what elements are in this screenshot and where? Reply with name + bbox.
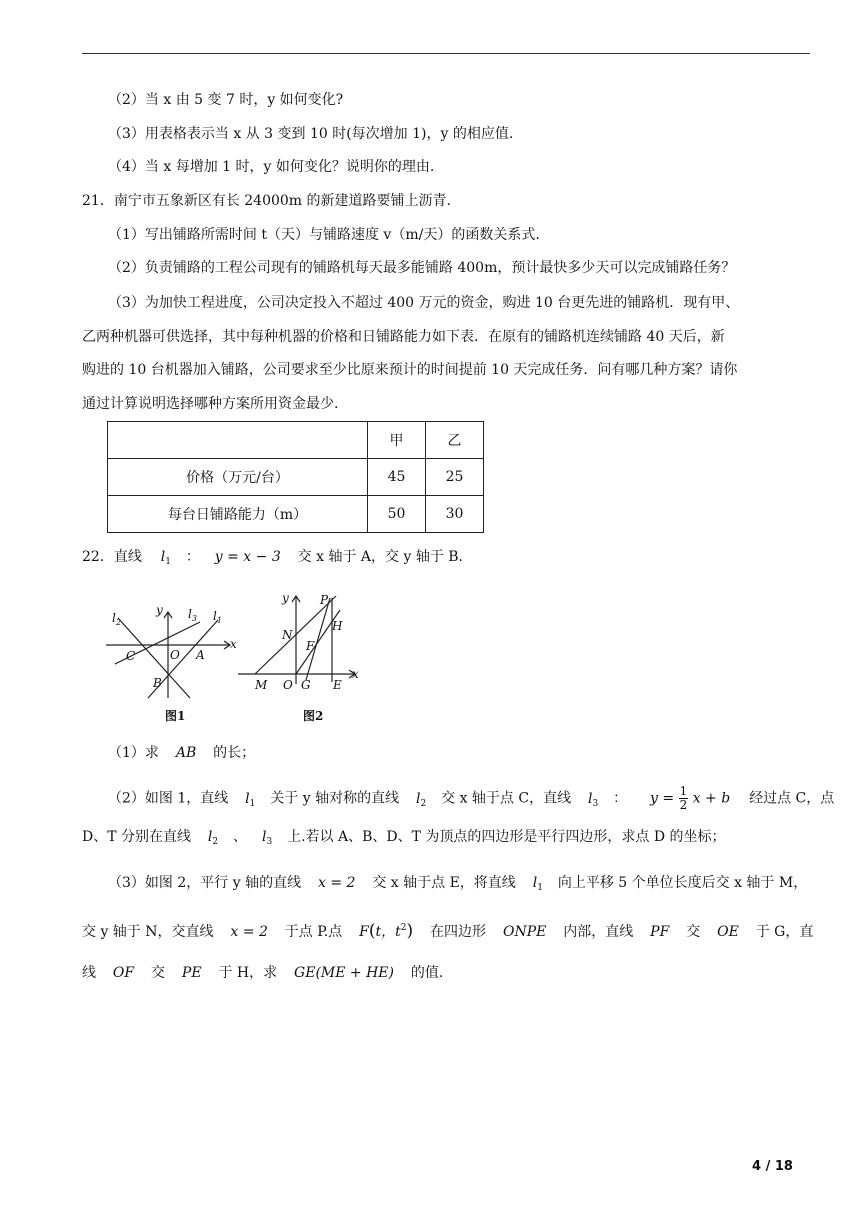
segment-ab: AB: [175, 745, 197, 761]
fig2-label-H: H: [332, 619, 343, 633]
q22-part3-text: 交 y 轴于 N，交直线: [82, 924, 214, 940]
table-row: [108, 459, 484, 496]
line-l1-symbol: $l_1$: [532, 875, 543, 893]
q22-part3-text: 内部，直线: [563, 924, 634, 940]
q22-part3-text: 交 x 轴于点 E，将直线: [372, 875, 516, 891]
point-F: F(t，$t^2$): [359, 921, 414, 941]
q22-part3-text: 交: [151, 965, 166, 981]
q22-part3-text: 于点 P.点: [284, 924, 343, 940]
table-row: [108, 496, 484, 533]
line-l3-symbol: $l_3$: [261, 829, 273, 847]
line-of: OF: [112, 965, 135, 981]
q22-part2-text: 关于 y 轴对称的直线: [270, 790, 400, 807]
q22-part2-text: （2）如图 1，直线: [108, 790, 229, 807]
line-pf: PF: [650, 924, 670, 940]
fig2-label-x: x: [352, 667, 359, 681]
figure-1: [106, 612, 230, 698]
q22-stem-tail: 交 x 轴于 A，交 y 轴于 B.: [297, 549, 464, 565]
q22-part3-text: 的值.: [410, 965, 444, 981]
segment-pe: PE: [181, 965, 202, 981]
fraction-half: $\frac{1}{2}$: [679, 784, 688, 812]
q22-part3-text: 于 G，直: [755, 924, 814, 940]
q22-part3-line1: [108, 874, 807, 897]
colon: ：: [613, 790, 628, 807]
fig1-label-O: O: [170, 648, 180, 662]
q22-part3-line3: [82, 964, 443, 982]
fig1-label-B: B: [153, 676, 162, 690]
figure-2: [238, 596, 355, 684]
table-header-cell: 甲: [368, 422, 426, 459]
l3-equation-rest: x + b: [692, 790, 731, 807]
q22-part2-text: 交 x 轴于点 C，直线: [441, 790, 572, 807]
fig1-label-x: x: [230, 637, 237, 651]
q22-part3-line2: [82, 919, 813, 941]
target-expression: GE(ME + HE): [294, 965, 394, 981]
q22-part2-line1: [108, 785, 834, 813]
q21-part3-line2: 乙两种机器可供选择，其中每种机器的价格和日铺路能力如下表．在原有的铺路机连续铺路 40 天后，新: [82, 329, 725, 345]
l3-equation-y: y =: [650, 790, 675, 807]
q22-part3-text: （3）如图 2，平行 y 轴的直线: [108, 875, 302, 891]
table-row-label: 每台日铺路能力（m）: [108, 496, 368, 533]
q21-part2: （2）负责铺路的工程公司现有的铺路机每天最多能铺路 400m，预计最快多少天可以完成铺路任务？: [108, 260, 736, 276]
table-cell: 25: [426, 459, 484, 496]
q22-part2-text: 、: [233, 829, 248, 845]
q22-part3-text: 线: [82, 965, 96, 981]
fig1-label-l1: $l_1$: [213, 609, 222, 625]
q22-part2-text: 上.若以 A、B、D、T 为顶点的四边形是平行四边形，求点 D 的坐标；: [287, 829, 726, 845]
fig2-label-M: M: [255, 678, 268, 692]
fig2-label-E: E: [333, 678, 342, 692]
fig1-label-C: C: [126, 649, 136, 663]
q22-stem: [82, 548, 463, 571]
line-l2-symbol: $l_2$: [207, 829, 219, 847]
q22-part3-text: 在四边形: [430, 924, 487, 940]
line-x-equals-2: x = 2: [317, 875, 356, 891]
line-l2-symbol: $l_2$: [416, 790, 427, 809]
q21-part3-line3: 购进的 10 台机器加入铺路，公司要求至少比原来预计的时间提前 10 天完成任务．问有哪几种方案？请你: [82, 362, 738, 378]
table-row-label: 价格（万元/台）: [108, 459, 368, 496]
table-header-cell: [108, 422, 368, 459]
q22-part2-text: 经过点 C，点: [749, 790, 835, 807]
fig1-label-y: y: [156, 603, 163, 617]
q21-part3-line4: 通过计算说明选择哪种方案所用资金最少.: [82, 396, 339, 412]
line-l1-symbol: $l_1$: [160, 549, 171, 567]
fig2-label-y: y: [282, 591, 289, 605]
line-l3-symbol: $l_3$: [588, 790, 599, 809]
q20-part4: （4）当 x 每增加 1 时，y 如何变化？说明你的理由.: [108, 159, 435, 175]
figures: [100, 590, 370, 730]
q22-stem-text: 22．直线: [82, 549, 142, 565]
table-cell: 50: [368, 496, 426, 533]
machine-table: [107, 421, 484, 533]
page-number: 4 / 18: [752, 1159, 793, 1174]
table-cell: 45: [368, 459, 426, 496]
fig2-label-O: O: [283, 678, 293, 692]
table-header-row: [108, 422, 484, 459]
q21-part3-line1: （3）为加快工程进度，公司决定投入不超过 400 万元的资金，购进 10 台更先进的铺路机．现有甲、: [108, 295, 740, 311]
header-rule: [82, 53, 810, 54]
colon: ：: [185, 549, 200, 565]
fig2-label-F: F: [306, 639, 315, 653]
fig1-caption: 图1: [165, 709, 186, 723]
fig2-label-N: N: [282, 628, 293, 642]
q21-stem: 21．南宁市五象新区有长 24000m 的新建道路要铺上沥青.: [82, 193, 451, 209]
fig2-label-G: G: [301, 678, 311, 692]
q20-part2: （2）当 x 由 5 变 7 时，y 如何变化?: [108, 92, 344, 108]
q21-part1: （1）写出铺路所需时间 t（天）与铺路速度 v（m/天）的函数关系式.: [108, 227, 540, 243]
fig1-label-l2: $l_2$: [112, 611, 121, 627]
line-equation: y = x − 3: [214, 549, 281, 565]
segment-oe: OE: [717, 924, 739, 940]
q22-part1-tail: 的长；: [213, 745, 256, 761]
fig1-label-l3: $l_3$: [188, 607, 197, 623]
q22-part1-text: （1）求: [108, 745, 159, 761]
quadrilateral-onpe: ONPE: [502, 924, 547, 940]
q20-part3: （3）用表格表示当 x 从 3 变到 10 时(每次增加 1)，y 的相应值.: [108, 126, 514, 142]
fig2-label-P: P: [320, 593, 329, 607]
q22-part2-text: D、T 分别在直线: [82, 829, 192, 845]
q22-part3-text: 交: [686, 924, 701, 940]
q22-part1: [108, 744, 255, 762]
q22-part3-text: 向上平移 5 个单位长度后交 x 轴于 M，: [557, 875, 808, 891]
q22-part2-line2: [82, 828, 726, 851]
line-x-equals-2: x = 2: [230, 924, 268, 940]
q22-part3-text: 于 H，求: [218, 965, 278, 981]
fig1-label-A: A: [196, 648, 205, 662]
table-cell: 30: [426, 496, 484, 533]
fig2-caption: 图2: [303, 709, 324, 723]
line-l1-symbol: $l_1$: [245, 790, 256, 809]
table-header-cell: 乙: [426, 422, 484, 459]
